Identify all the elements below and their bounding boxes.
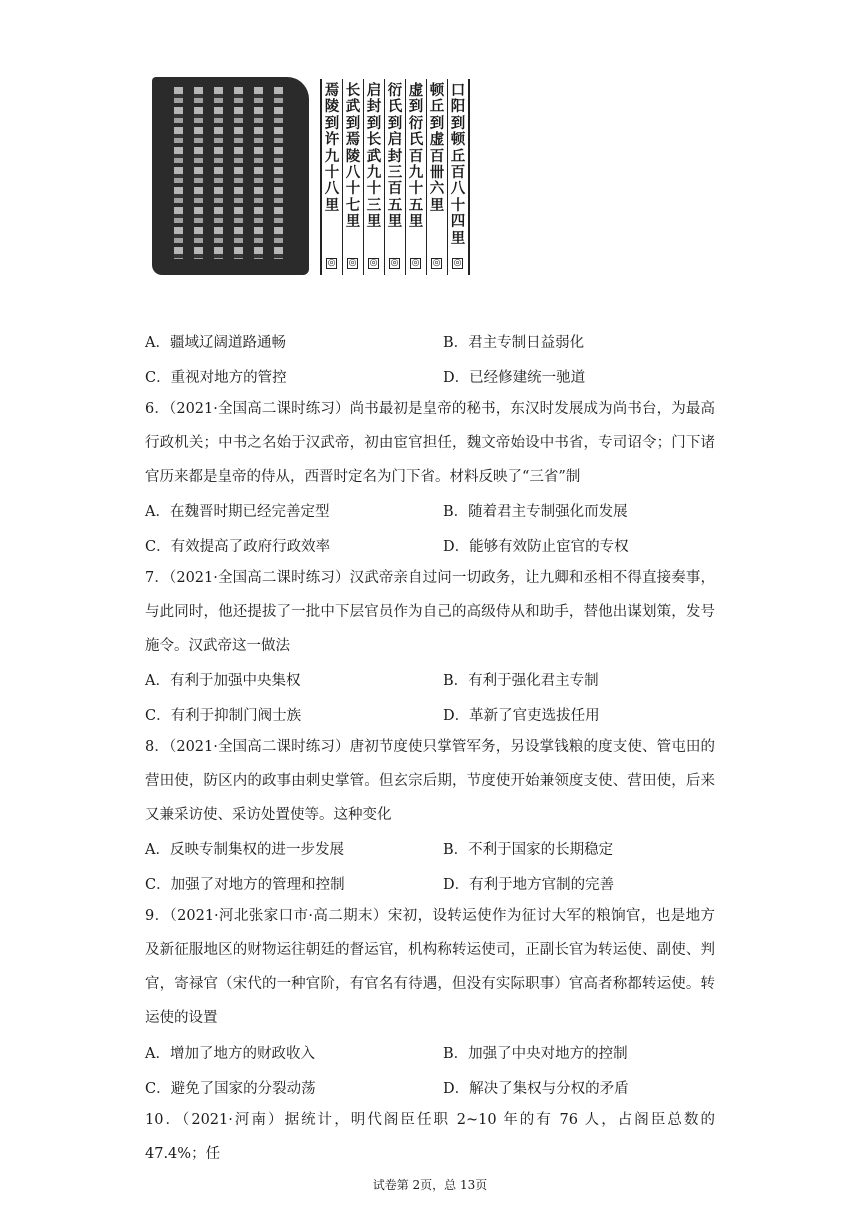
option-c: C．有效提高了政府行政效率 [145, 539, 331, 555]
option-c: C．有利于抑制门阀士族 [145, 708, 302, 724]
rubbing-texture [174, 87, 183, 259]
table-column: 启封到长武九十三里 ◎ [364, 79, 385, 275]
question-stem-10: 10．（2021·河南）据统计，明代阁臣任职 2~10 年的有 76 人，占阁臣总数的 47.4%；任 [145, 1112, 715, 1162]
table-column: 长武到焉陵八十七里 ◎ [343, 79, 364, 275]
seal-mark: ◎ [327, 258, 336, 268]
question-stem-6: 6．（2021·全国高二课时练习）尚书最初是皇帝的秘书，东汉时发展成为尚书台，为最高行政机关；中书之名始于汉武帝，初由宦官担任，魏文帝始设中书省，专司诏令；门下诸官历来都是皇帝的侍从，西晋时定名为门下省。材料反映了“三省”制 [145, 401, 715, 485]
table-column: 口阳到顿丘百八十四里 ◎ [450, 82, 466, 268]
transcription-table [320, 79, 470, 275]
option-c: C．加强了对地方的管理和控制 [145, 877, 345, 893]
table-column: 衍氏到启封三百五里 ◎ [385, 79, 406, 275]
option-b: B．随着君主专制强化而发展 [443, 504, 628, 520]
question-stem-8: 8．（2021·全国高二课时练习）唐初节度使只掌管军务，另设掌钱粮的度支使、管屯田的营田使，防区内的政事由刺史掌管。但玄宗后期，节度使开始兼领度支使、营田使，后来又兼采访使、采访处置使等。这种变化 [145, 739, 715, 823]
option-b: B．加强了中央对地方的控制 [443, 1046, 628, 1062]
option-b: B．君主专制日益弱化 [443, 335, 585, 351]
option-a: A．在魏晋时期已经完善定型 [145, 504, 330, 520]
option-b: B．不利于国家的长期稳定 [443, 842, 614, 858]
table-column: 顿丘到虚百卌六里 ◎ [427, 79, 448, 275]
rubbing-texture [254, 87, 263, 259]
question-stem-7: 7．（2021·全国高二课时练习）汉武帝亲自过问一切政务，让九卿和丞相不得直接奏事，与此同时，他还提拔了一批中下层官员作为自己的高级侍从和助手，替他出谋划策，发号施令。汉武帝这一做法 [145, 570, 715, 654]
option-d: D．有利于地方官制的完善 [443, 877, 615, 893]
table-column: 焉陵到许九十八里 ◎ [322, 79, 343, 275]
seal-mark: ◎ [432, 258, 441, 268]
table-column: 虚到衍氏百九十五里 ◎ [406, 79, 427, 275]
rubbing-texture [274, 87, 283, 259]
seal-mark: ◎ [369, 258, 378, 268]
seal-mark: ◎ [348, 258, 357, 268]
seal-mark: ◎ [390, 258, 399, 268]
seal-mark: ◎ [411, 258, 420, 268]
option-d: D．能够有效防止宦官的专权 [443, 539, 629, 555]
option-a: A．增加了地方的财政收入 [145, 1046, 315, 1062]
rubbing-texture [234, 87, 243, 259]
option-b: B．有利于强化君主专制 [443, 673, 599, 689]
option-c: C．重视对地方的管控 [145, 370, 287, 386]
option-a: A．有利于加强中央集权 [145, 673, 301, 689]
option-d: D．解决了集权与分权的矛盾 [443, 1081, 629, 1097]
rubbing-texture [214, 87, 223, 259]
rubbing-texture [194, 87, 203, 259]
page-footer: 试卷第 2页，总 13页 [372, 1178, 488, 1192]
question-stem-9: 9．（2021·河北张家口市·高二期末）宋初，设转运使作为征讨大军的粮饷官，也是地方及新征服地区的财物运往朝廷的督运官，机构称转运使司，正副长官为转运使、副使、判官，寄禄官（宋代的一种官阶，有官名有待遇，但没有实际职事）官高者称都转运使。转运使的设置 [145, 908, 715, 1026]
option-d: D．革新了官吏选拔任用 [443, 708, 600, 724]
figure-stone-inscription [152, 77, 467, 277]
option-d: D．已经修建统一驰道 [443, 370, 586, 386]
seal-mark: ◎ [453, 258, 462, 268]
option-a: A．反映专制集权的进一步发展 [145, 842, 344, 858]
option-c: C．避免了国家的分裂动荡 [145, 1081, 316, 1097]
rubbing-photo [152, 77, 309, 275]
option-a: A．疆域辽阔道路通畅 [145, 335, 286, 351]
